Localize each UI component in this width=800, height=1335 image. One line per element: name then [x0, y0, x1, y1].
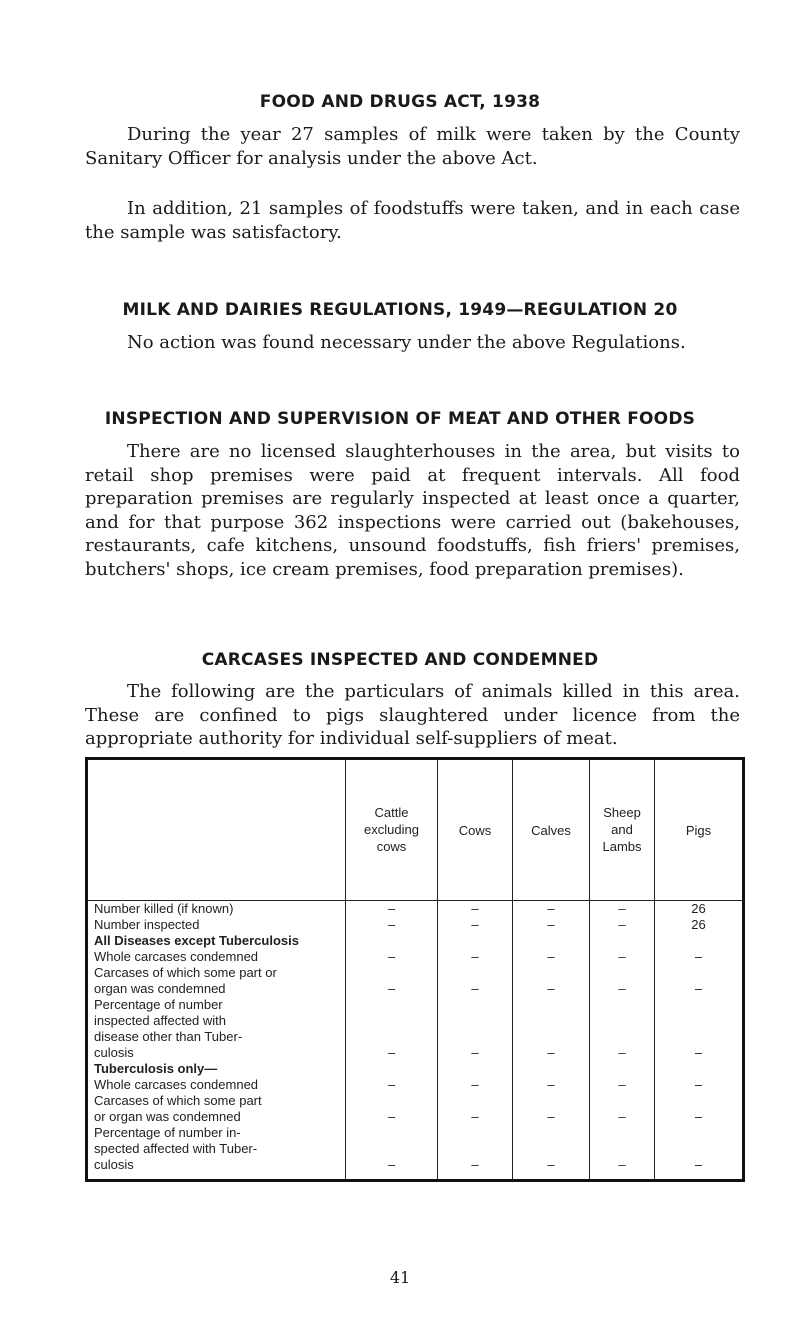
- table-cell-value: –: [618, 1109, 626, 1124]
- row-labels: [87, 901, 346, 1181]
- column-cattle-values: [346, 901, 438, 1181]
- header-pigs: Pigs: [655, 759, 744, 901]
- table-cell-value: –: [387, 1109, 396, 1124]
- header-cows: Cows: [438, 759, 513, 901]
- spacer-cell: [590, 1029, 654, 1045]
- header-label: [87, 759, 346, 901]
- spacer-cell: [438, 997, 512, 1013]
- spacer-cell: [655, 1093, 742, 1109]
- spacer-cell: [513, 933, 589, 949]
- spacer-cell: [513, 1061, 589, 1077]
- spacer-cell: [590, 1125, 654, 1141]
- header-calves: Calves: [513, 759, 590, 901]
- spacer-cell: [438, 1061, 512, 1077]
- table-cell-value: –: [547, 901, 555, 916]
- spacer-cell: [346, 1013, 437, 1029]
- spacer-cell: [590, 997, 654, 1013]
- page-number: 41: [389, 1268, 411, 1287]
- table-cell-value: –: [387, 917, 396, 932]
- spacer-cell: [346, 1141, 437, 1157]
- table-cell-value: –: [387, 981, 396, 996]
- table-cell-value: –: [547, 1045, 555, 1060]
- row-label-line: Number inspected: [94, 917, 200, 932]
- column-sheep-values: [590, 901, 655, 1181]
- header-sheep: Sheep and Lambs: [590, 759, 655, 901]
- spacer-cell: [438, 933, 512, 949]
- row-label-line: Whole carcases condemned: [94, 1077, 259, 1092]
- spacer-cell: [655, 933, 742, 949]
- table-cell-value: –: [694, 1077, 703, 1092]
- spacer-cell: [438, 965, 512, 981]
- spacer-cell: [590, 1061, 654, 1077]
- table-cell-value: –: [694, 1157, 703, 1172]
- spacer-cell: [513, 1141, 589, 1157]
- table-cell-value: –: [547, 949, 555, 964]
- spacer-cell: [438, 1141, 512, 1157]
- table-cell-value: –: [618, 981, 626, 996]
- table-cell-value: –: [694, 949, 703, 964]
- spacer-cell: [655, 1125, 742, 1141]
- spacer-cell: [513, 1013, 589, 1029]
- spacer-cell: [655, 1141, 742, 1157]
- table-cell-value: –: [471, 949, 479, 964]
- table-cell-value: –: [471, 1109, 479, 1124]
- table-cell-value: –: [471, 1045, 479, 1060]
- table-cell-value: –: [618, 901, 626, 916]
- spacer-cell: [513, 1093, 589, 1109]
- column-calves-values: [513, 901, 590, 1181]
- table-cell-value: –: [618, 1157, 626, 1172]
- spacer-cell: [655, 1029, 742, 1045]
- table-cell-value: –: [387, 901, 396, 916]
- row-group-label: Tuberculosis only—: [94, 1061, 218, 1076]
- spacer-cell: [346, 933, 437, 949]
- spacer-cell: [590, 933, 654, 949]
- spacer-cell: [346, 1029, 437, 1045]
- row-label-line: culosis: [94, 1045, 134, 1060]
- carcases-table: [85, 757, 745, 1182]
- table-cell-value: –: [387, 949, 396, 964]
- row-label-line: Percentage of number in-: [94, 1125, 241, 1140]
- spacer-cell: [590, 1093, 654, 1109]
- spacer-cell: [655, 965, 742, 981]
- table-cell-value: 26: [691, 901, 706, 916]
- spacer-cell: [438, 1013, 512, 1029]
- table-cell-value: –: [387, 1157, 396, 1172]
- row-label-line: Number killed (if known): [94, 901, 234, 916]
- spacer-cell: [655, 1061, 742, 1077]
- row-label-line: Carcases of which some part: [94, 1093, 262, 1108]
- table-cell-value: –: [471, 917, 479, 932]
- row-label-line: or organ was condemned: [94, 1109, 241, 1124]
- table-cell-value: –: [618, 1077, 626, 1092]
- table-cell-value: –: [618, 949, 626, 964]
- table-cell-value: 26: [691, 917, 706, 932]
- table-cell-value: –: [694, 1109, 703, 1124]
- spacer-cell: [438, 1125, 512, 1141]
- spacer-cell: [346, 965, 437, 981]
- paragraph-carcases: The following are the particulars of animals killed in this area. These are confined to pigs slaughtered under licence from the appropriate authority for individual self-suppliers of meat.: [85, 681, 740, 749]
- row-label-line: Carcases of which some part or: [94, 965, 277, 980]
- spacer-cell: [513, 997, 589, 1013]
- heading-milk-dairies: MILK AND DAIRIES REGULATIONS, 1949—REGULATION 20: [122, 300, 678, 320]
- table-cell-value: –: [618, 917, 626, 932]
- spacer-cell: [655, 1013, 742, 1029]
- table-cell-value: –: [547, 917, 555, 932]
- row-label-line: disease other than Tuber-: [94, 1029, 243, 1044]
- table-cell-value: –: [471, 901, 479, 916]
- spacer-cell: [438, 1029, 512, 1045]
- row-label-line: culosis: [94, 1157, 134, 1172]
- table-cell-value: –: [547, 1077, 555, 1092]
- table-cell-value: –: [547, 981, 555, 996]
- spacer-cell: [513, 1125, 589, 1141]
- column-pigs-values: [655, 901, 744, 1181]
- spacer-cell: [590, 1013, 654, 1029]
- spacer-cell: [590, 1141, 654, 1157]
- spacer-cell: [590, 965, 654, 981]
- spacer-cell: [346, 1093, 437, 1109]
- table-header-row: [87, 759, 744, 901]
- table-cell-value: –: [547, 1109, 555, 1124]
- table-cell-value: –: [387, 1077, 396, 1092]
- table-cell-value: –: [387, 1045, 396, 1060]
- header-cattle: Cattle excluding cows: [346, 759, 438, 901]
- paragraph-foodstuff-samples: In addition, 21 samples of foodstuffs were taken, and in each case the sample was satisfactory.: [85, 198, 740, 243]
- row-label-line: Whole carcases condemned: [94, 949, 259, 964]
- spacer-cell: [513, 965, 589, 981]
- table-cell-value: –: [471, 1077, 479, 1092]
- heading-inspection: INSPECTION AND SUPERVISION OF MEAT AND OTHER FOODS: [104, 409, 696, 429]
- table-cell-value: –: [694, 981, 703, 996]
- row-label-line: inspected affected with: [94, 1013, 227, 1028]
- heading-food-drugs: FOOD AND DRUGS ACT, 1938: [259, 92, 541, 112]
- paragraph-no-action: No action was found necessary under the above Regulations.: [127, 332, 686, 353]
- table-cell-value: –: [471, 1157, 479, 1172]
- table-cell-value: –: [618, 1045, 626, 1060]
- table-cell-value: –: [694, 1045, 703, 1060]
- spacer-cell: [346, 997, 437, 1013]
- paragraph-milk-samples: During the year 27 samples of milk were taken by the County Sanitary Officer for analysis under the above Act.: [85, 124, 740, 169]
- table-body-row: [87, 901, 744, 1181]
- paragraph-inspection: There are no licensed slaughterhouses in the area, but visits to retail shop premises were paid at frequent intervals. All food preparation premises are regularly inspected at least once a quarter, and for that purpose 362 inspections were carried out (bakehouses, restaurants, cafe kitchens, unsound foodstuffs, fish friers' premises, butchers' shops, ice cream premises, food preparation premises).: [85, 441, 740, 580]
- column-cows-values: [438, 901, 513, 1181]
- table-cell-value: –: [471, 981, 479, 996]
- spacer-cell: [513, 1029, 589, 1045]
- row-label-line: spected affected with Tuber-: [94, 1141, 258, 1156]
- spacer-cell: [346, 1061, 437, 1077]
- row-label-line: organ was condemned: [94, 981, 226, 996]
- spacer-cell: [655, 997, 742, 1013]
- spacer-cell: [438, 1093, 512, 1109]
- row-label-line: Percentage of number: [94, 997, 223, 1012]
- row-group-label: All Diseases except Tuberculosis: [94, 933, 299, 948]
- table-cell-value: –: [547, 1157, 555, 1172]
- spacer-cell: [346, 1125, 437, 1141]
- heading-carcases: CARCASES INSPECTED AND CONDEMNED: [201, 650, 599, 670]
